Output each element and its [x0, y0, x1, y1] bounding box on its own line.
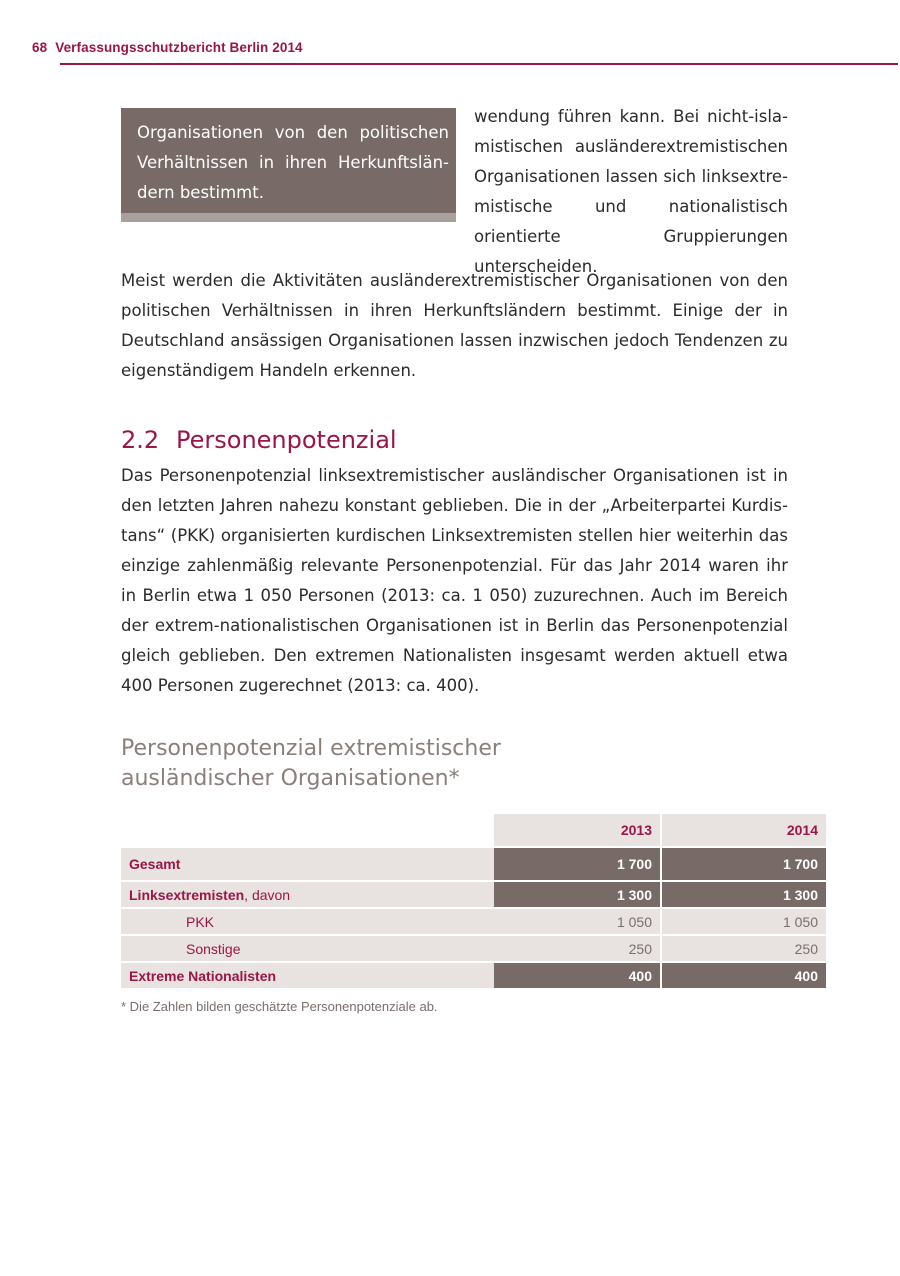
paragraph-intro: Meist werden die Aktivitäten ausländerextremistischer Organisationen von den politischen Verhältnissen in ihren Herkunftsländern bestimmt. Einige der in Deutschland ansässigen Organisationen lassen inzwischen jedoch Tendenzen zu eigenständigem Handeln erkennen. [121, 271, 788, 380]
table-title-line-1: Personenpotenzial extremistischer [121, 736, 501, 761]
row-label-suffix: , davon [244, 886, 291, 903]
table-row-sonstige [121, 936, 826, 963]
cell-2013: 1 700 [494, 848, 660, 882]
row-label: Sonstige [121, 936, 494, 963]
table-row-linksextremisten [121, 882, 826, 909]
section-number: 2.2 [121, 426, 160, 454]
section-body: Das Personenpotenzial linksextremistischer ausländischer Organisationen ist in den letzten Jahren nahezu konstant geblieben. Die in der „Arbeiterpartei Kurdistans“ (PKK) organisierten kurdischen Linksextremisten stellen hier weiterhin das einzige zahlenmäßig relevante Personenpotenzial. Für das Jahr 2014 waren ihr in Berlin etwa 1 050 Personen (2013: ca. 1 050) zuzurechnen. Auch im Bereich der extrem-nationalistischen Organisationen ist in Berlin das Personenpotenzial gleich geblieben. Den extremen Nationalisten insgesamt werden aktuell etwa 400 Personen zugerechnet (2013: ca. 400). [121, 466, 788, 695]
column-header-2014: 2014 [660, 814, 826, 848]
publication-title: Verfassungsschutzbericht Berlin 2014 [55, 40, 303, 55]
row-label: Extreme Nationalisten [121, 963, 494, 990]
cell-2013: 1 300 [494, 882, 660, 909]
section-title: Personenpotenzial [176, 426, 397, 454]
margin-note-box [121, 108, 456, 222]
running-head [32, 40, 303, 55]
cell-2013: 400 [494, 963, 660, 990]
table-title [121, 734, 621, 794]
table-header-empty [121, 814, 494, 848]
margin-note-strip [121, 213, 456, 222]
row-label-main: Linksextremisten [129, 886, 245, 903]
cell-2013: 1 050 [494, 909, 660, 936]
header-rule [60, 63, 898, 65]
table-row-extreme-nationalisten [121, 963, 826, 990]
personenpotenzial-table [121, 814, 826, 990]
column-header-2013: 2013 [494, 814, 660, 848]
table-header-row [121, 814, 826, 848]
row-label: Gesamt [121, 848, 494, 882]
table-row-gesamt [121, 848, 826, 882]
cell-2014: 400 [660, 963, 826, 990]
row-label: PKK [121, 909, 494, 936]
margin-note-text: Organisationen von den politischen Verhältnissen in ihren Herkunftsländern bestimmt. [137, 123, 449, 202]
cell-2013: 250 [494, 936, 660, 963]
column-text: wendung führen kann. Bei nicht-islamistischen ausländerextremistischen Organisationen lassen sich linksextremistische und nationalistisch orientierte Gruppierungen unterscheiden. [474, 107, 788, 276]
cell-2014: 250 [660, 936, 826, 963]
page-number: 68 [32, 40, 48, 55]
cell-2014: 1 050 [660, 909, 826, 936]
cell-2014: 1 700 [660, 848, 826, 882]
section-heading [121, 426, 397, 454]
table-row-pkk [121, 909, 826, 936]
table-footnote: * Die Zahlen bilden geschätzte Personenpotenziale ab. [121, 999, 438, 1014]
cell-2014: 1 300 [660, 882, 826, 909]
table-title-line-2: ausländischer Organisationen* [121, 766, 460, 791]
row-label [121, 882, 494, 909]
